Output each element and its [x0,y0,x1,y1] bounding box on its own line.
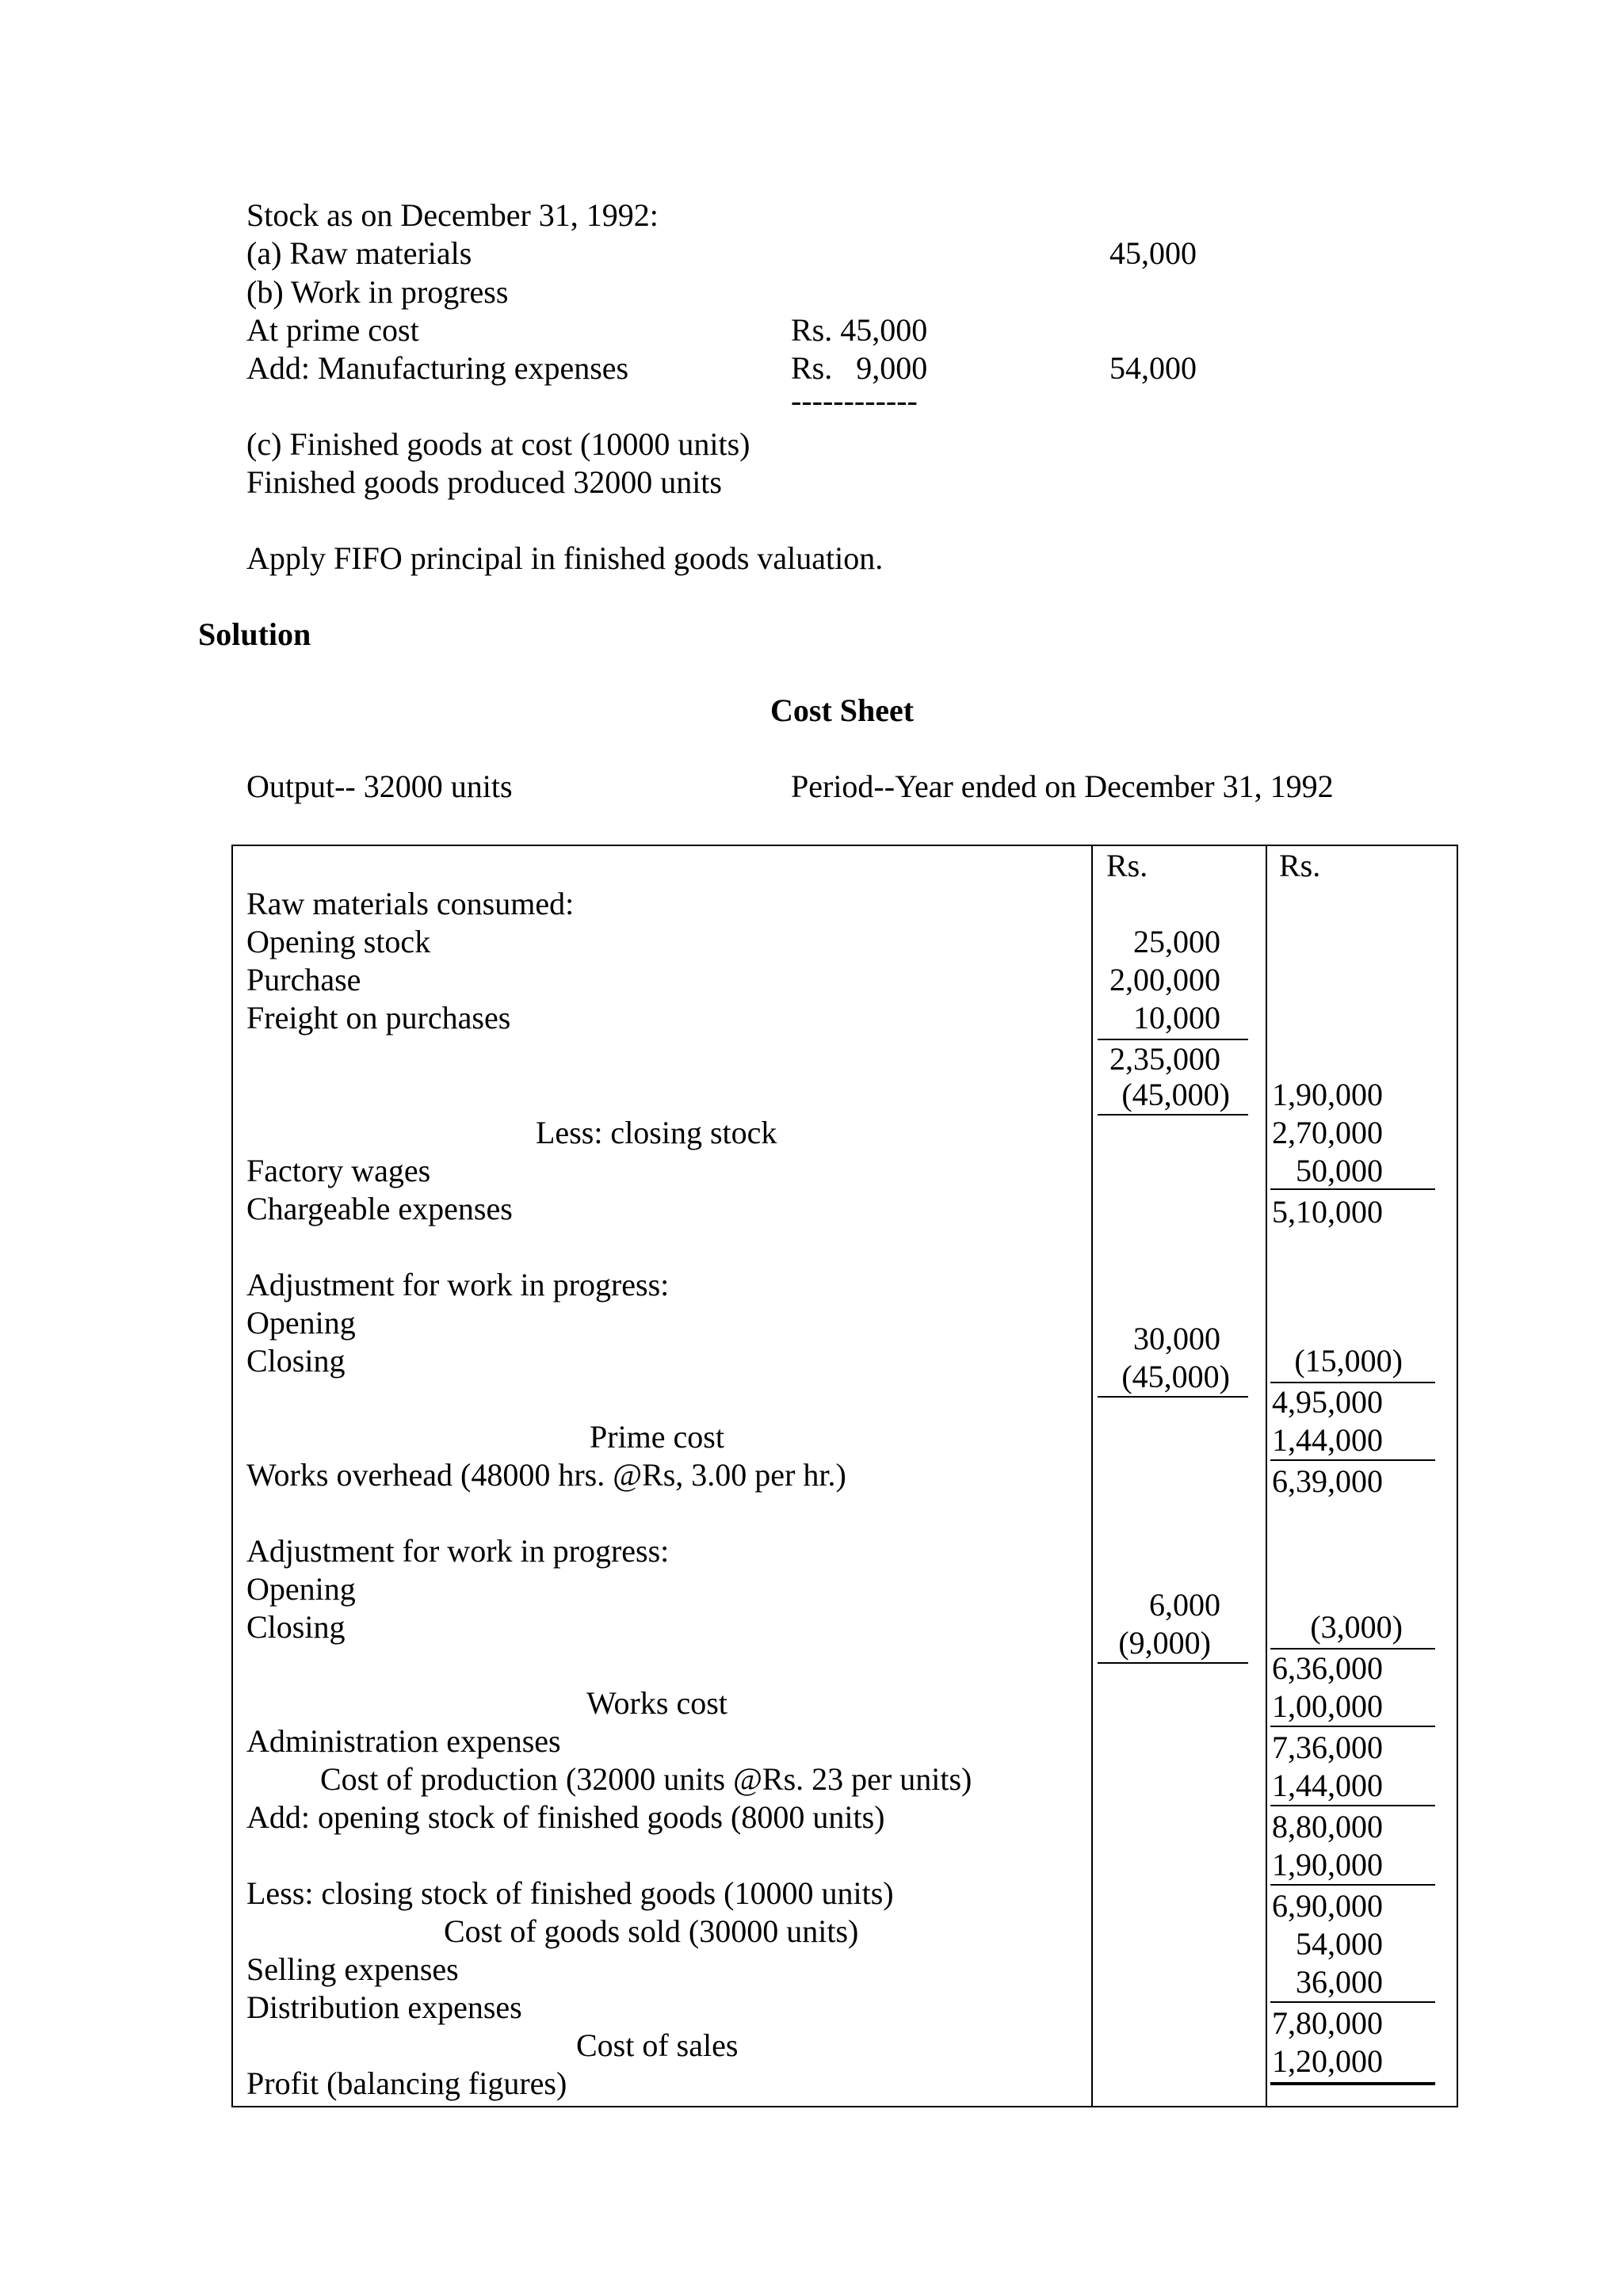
manufacturing-expenses-value: Rs. 9,000 [791,350,928,386]
raw-subtotal-value: 2,35,000 [1109,1041,1220,1077]
cost-of-production-label: Cost of production (32000 units @Rs. 23 per units) [320,1761,972,1797]
prime-cost-value: Rs. 45,000 [791,312,928,348]
distribution-expenses-value: 36,000 [1296,1964,1383,2000]
works-cost-label: Works cost [586,1685,727,1721]
adjustment-opening-label-2: Opening [246,1571,356,1607]
less-closing-stock-label: Less: closing stock [536,1115,777,1150]
chargeable-expenses-value: 50,000 [1296,1153,1383,1188]
selling-expenses-value: 54,000 [1296,1926,1383,1962]
underline [1270,1188,1435,1190]
underline [1098,1114,1248,1116]
distribution-expenses-label: Distribution expenses [246,1989,522,2025]
less-closing-stock-value: (45,000) [1121,1077,1230,1112]
adjustment-opening-value-2: 6,000 [1149,1587,1220,1623]
underline [1270,2001,1435,2003]
underline [1098,1396,1248,1398]
profit-label: Profit (balancing figures) [246,2065,567,2101]
period-info: Period--Year ended on December 31, 1992 [791,769,1334,804]
adjustment-closing-value: (45,000) [1121,1359,1230,1394]
sum1-value: 5,10,000 [1272,1194,1383,1230]
factory-wages-value: 2,70,000 [1272,1115,1383,1150]
column-divider-1 [1091,845,1093,2107]
adjustment-closing-label-2: Closing [246,1609,346,1645]
adjustment-closing-value-2: (9,000) [1118,1625,1211,1661]
adjustment-opening-label: Opening [246,1305,356,1341]
chargeable-expenses-label: Chargeable expenses [246,1191,513,1226]
solution-heading: Solution [198,616,311,652]
cost-of-sales-label: Cost of sales [576,2027,739,2063]
underline [1270,1884,1435,1886]
finished-goods-produced: Finished goods produced 32000 units [246,464,722,500]
selling-expenses-label: Selling expenses [246,1951,459,1987]
administration-expenses-value: 1,00,000 [1272,1688,1383,1724]
closing-finished-goods-label: Less: closing stock of finished goods (10000 units) [246,1875,894,1911]
cost-of-goods-sold-value: 6,90,000 [1272,1888,1383,1924]
finished-goods-label: (c) Finished goods at cost (10000 units) [246,426,750,462]
opening-finished-goods-label: Add: opening stock of finished goods (8000 units) [246,1799,885,1835]
factory-wages-label: Factory wages [246,1153,431,1188]
profit-value: 1,20,000 [1272,2043,1383,2079]
underline [1270,1805,1435,1806]
adjustment-net-value-2: (3,000) [1310,1609,1403,1645]
wip-label: (b) Work in progress [246,274,509,310]
administration-expenses-label: Administration expenses [246,1723,561,1759]
works-cost-value: 6,36,000 [1272,1650,1383,1686]
adjustment-net-value: (15,000) [1294,1343,1403,1379]
freight-value: 10,000 [1133,1000,1220,1035]
underline [1270,1459,1435,1461]
opening-finished-goods-value: 1,44,000 [1272,1768,1383,1803]
dash-separator: ------------ [791,383,918,418]
sum2-value: 6,39,000 [1272,1463,1383,1499]
adjustment-closing-label: Closing [246,1343,346,1379]
purchase-label: Purchase [246,962,361,997]
works-overhead-label: Works overhead (48000 hrs. @Rs, 3.00 per hr.) [246,1457,846,1493]
raw-materials-heading: Raw materials consumed: [246,886,575,921]
works-overhead-value: 1,44,000 [1272,1422,1383,1458]
column-divider-2 [1266,845,1267,2107]
cost-of-production-value: 7,36,000 [1272,1730,1383,1765]
raw-materials-value: 45,000 [1109,235,1197,271]
opening-stock-value: 25,000 [1133,924,1220,959]
underline [1270,1726,1435,1727]
freight-label: Freight on purchases [246,1000,511,1035]
cost-of-sales-value: 7,80,000 [1272,2005,1383,2041]
prime-cost-row-label: Prime cost [590,1419,724,1455]
adjustment-opening-value: 30,000 [1133,1321,1220,1356]
raw-materials-label: (a) Raw materials [246,235,472,271]
closing-finished-goods-value: 1,90,000 [1272,1847,1383,1882]
col2-header: Rs. [1279,848,1321,883]
underline [1098,1662,1248,1664]
prime-cost-value: 4,95,000 [1272,1384,1383,1420]
col1-header: Rs. [1106,848,1148,883]
instruction-text: Apply FIFO principal in finished goods valuation. [246,540,884,576]
adjustment-wip-heading-2: Adjustment for work in progress: [246,1533,670,1569]
sum3-value: 8,80,000 [1272,1809,1383,1844]
cost-of-goods-sold-label: Cost of goods sold (30000 units) [444,1913,859,1949]
cost-sheet-title: Cost Sheet [770,692,915,728]
raw-materials-total-value: 1,90,000 [1272,1077,1383,1112]
wip-total: 54,000 [1109,350,1197,386]
purchase-value: 2,00,000 [1109,962,1220,997]
output-info: Output-- 32000 units [246,769,513,804]
manufacturing-expenses-label: Add: Manufacturing expenses [246,350,629,386]
adjustment-wip-heading: Adjustment for work in progress: [246,1267,670,1302]
double-underline [1270,2082,1435,2085]
prime-cost-label: At prime cost [246,312,419,348]
stock-heading: Stock as on December 31, 1992: [246,197,659,233]
opening-stock-label: Opening stock [246,924,431,959]
